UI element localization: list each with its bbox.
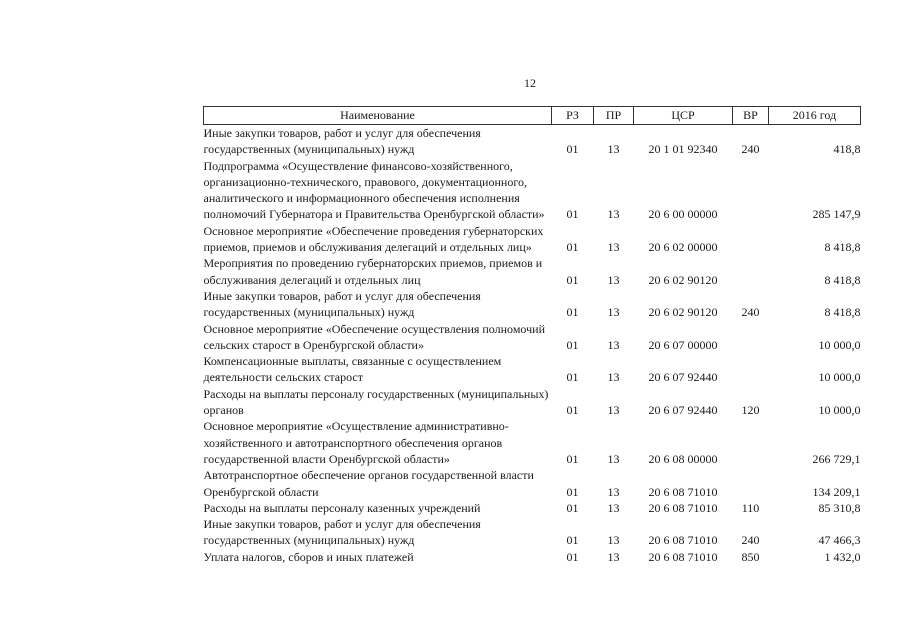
row-name: Расходы на выплаты персоналу казенных учреждений: [203, 500, 481, 515]
row-rz: 01: [566, 500, 579, 515]
row-name: Расходы на выплаты персоналу государственных (муниципальных) органов: [203, 386, 549, 418]
table-header-row: [204, 107, 861, 125]
row-csr: 20 6 00 00000: [648, 207, 718, 222]
table-row: [204, 418, 861, 467]
row-amount: 85 310,8: [818, 500, 861, 515]
row-rz: 01: [566, 403, 579, 418]
table-row: [204, 386, 861, 419]
row-rz: 01: [566, 370, 579, 385]
table-row: [204, 288, 861, 321]
row-csr: 20 6 08 71010: [648, 549, 718, 564]
row-csr: 20 6 02 90120: [648, 272, 718, 287]
row-vr: 240: [741, 533, 760, 548]
table-row: [204, 516, 861, 549]
row-pr: 13: [607, 533, 620, 548]
row-name: Иные закупки товаров, работ и услуг для обеспечения государственных (муниципальных) нужд: [203, 126, 481, 157]
row-vr: [733, 418, 769, 467]
table-row: [204, 125, 861, 158]
row-rz: 01: [566, 305, 579, 320]
table-row: [204, 549, 861, 565]
table-row: [204, 500, 861, 516]
header-csr: ЦСР: [634, 107, 733, 125]
row-pr: 13: [607, 500, 620, 515]
row-amount: 266 729,1: [812, 451, 861, 466]
header-amount: 2016 год: [769, 107, 861, 125]
row-amount: 134 209,1: [812, 484, 861, 499]
row-amount: 8 418,8: [824, 305, 861, 320]
row-pr: 13: [607, 370, 620, 385]
budget-table: [203, 106, 861, 565]
row-vr: 850: [741, 549, 760, 564]
row-rz: 01: [566, 484, 579, 499]
row-rz: 01: [566, 451, 579, 466]
table-row: [204, 158, 861, 223]
row-name: Иные закупки товаров, работ и услуг для обеспечения государственных (муниципальных) нужд: [203, 517, 481, 548]
page-number: 12: [524, 76, 536, 90]
row-rz: 01: [566, 142, 579, 157]
row-pr: 13: [607, 305, 620, 320]
row-pr: 13: [607, 549, 620, 564]
row-amount: 47 466,3: [818, 533, 861, 548]
row-csr: 20 6 07 00000: [648, 337, 718, 352]
row-pr: 13: [607, 337, 620, 352]
row-csr: 20 6 08 71010: [648, 484, 718, 499]
row-name: Основное мероприятие «Осуществление административно-хозяйственного и автотранспортного обеспечения органов государственной власти Оренбургской области»: [203, 419, 509, 466]
table-row: [204, 321, 861, 354]
row-pr: 13: [607, 484, 620, 499]
row-vr: [733, 158, 769, 223]
row-amount: 1 432,0: [824, 549, 861, 564]
row-rz: 01: [566, 207, 579, 222]
row-vr: [733, 321, 769, 354]
row-pr: 13: [607, 207, 620, 222]
header-name: Наименование: [204, 107, 552, 125]
table-row: [204, 353, 861, 386]
row-name: Основное мероприятие «Обеспечение осуществления полномочий сельских старост в Оренбургской области»: [203, 321, 545, 352]
row-amount: 10 000,0: [818, 337, 861, 352]
table-row: [204, 467, 861, 500]
row-vr: [733, 223, 769, 256]
row-rz: 01: [566, 549, 579, 564]
row-vr: [733, 353, 769, 386]
row-rz: 01: [566, 337, 579, 352]
header-vr: ВР: [733, 107, 769, 125]
row-vr: [733, 255, 769, 288]
row-name: Мероприятия по проведению губернаторских приемов, приемов и обслуживания делегаций и отдельных лиц: [203, 256, 543, 287]
row-pr: 13: [607, 403, 620, 418]
row-rz: 01: [566, 272, 579, 287]
header-pr: ПР: [594, 107, 634, 125]
header-rz: РЗ: [552, 107, 594, 125]
row-name: Подпрограмма «Осуществление финансово-хозяйственного, организационно-технического, правового, документационного, аналитического и информационного обеспечения исполнения полномочий Губернатора и Правительства Оренбургской области»: [203, 158, 545, 222]
row-vr: 240: [741, 305, 760, 320]
row-amount: 8 418,8: [824, 272, 861, 287]
row-vr: 240: [741, 142, 760, 157]
row-rz: 01: [566, 240, 579, 255]
row-amount: 8 418,8: [824, 240, 861, 255]
row-amount: 418,8: [833, 142, 861, 157]
row-pr: 13: [607, 451, 620, 466]
row-csr: 20 6 08 00000: [648, 451, 718, 466]
row-vr: 120: [741, 403, 760, 418]
row-csr: 20 6 07 92440: [648, 403, 718, 418]
row-csr: 20 6 08 71010: [648, 533, 718, 548]
row-csr: 20 6 02 00000: [648, 240, 718, 255]
row-name: Компенсационные выплаты, связанные с осуществлением деятельности сельских старост: [203, 354, 502, 385]
row-csr: 20 1 01 92340: [648, 142, 718, 157]
row-pr: 13: [607, 272, 620, 287]
row-csr: 20 6 08 71010: [648, 500, 718, 515]
table-row: [204, 223, 861, 256]
row-name: Уплата налогов, сборов и иных платежей: [203, 549, 414, 564]
row-csr: 20 6 07 92440: [648, 370, 718, 385]
table-row: [204, 255, 861, 288]
row-csr: 20 6 02 90120: [648, 305, 718, 320]
row-vr: [733, 467, 769, 500]
row-name: Автотранспортное обеспечение органов государственной власти Оренбургской области: [203, 468, 534, 499]
row-pr: 13: [607, 240, 620, 255]
row-amount: 10 000,0: [818, 403, 861, 418]
row-name: Основное мероприятие «Обеспечение проведения губернаторских приемов, приемов и обслуживания делегаций и отдельных лиц»: [203, 223, 544, 255]
row-rz: 01: [566, 533, 579, 548]
row-vr: 110: [741, 500, 760, 515]
row-amount: 10 000,0: [818, 370, 861, 385]
row-pr: 13: [607, 142, 620, 157]
row-amount: 285 147,9: [812, 207, 861, 222]
row-name: Иные закупки товаров, работ и услуг для обеспечения государственных (муниципальных) нужд: [203, 288, 481, 320]
